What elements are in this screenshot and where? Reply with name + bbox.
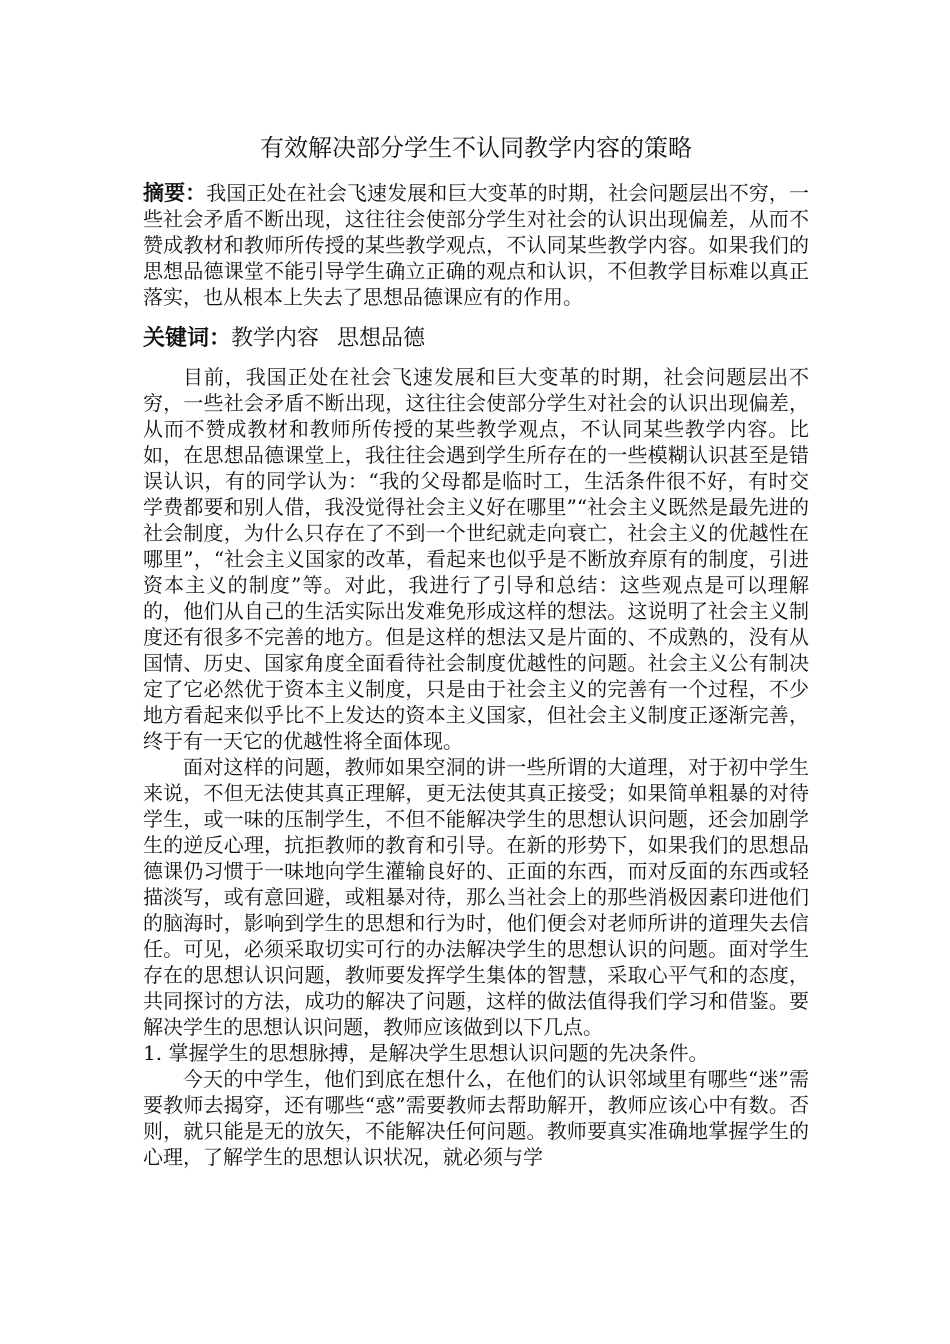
section-heading: 1. 掌握学生的思想脉搏，是解决学生思想认识问题的先决条件。 (143, 1041, 709, 1065)
abstract (143, 180, 809, 310)
keyword-item: 思想品德 (337, 326, 426, 351)
abstract-text: 我国正处在社会飞速发展和巨大变革的时期，社会问题层出不穷，一些社会矛盾不断出现，这往往会使部分学生对社会的认识出现偏差，从而不赞成教材和教师所传授的某些教学观点，不认同某些教学内容。如果我们的思想品德课堂不能引导学生确立正确的观点和认识，不但教学目标难以真正落实，也从根本上失去了思想品德课应有的作用。 (143, 181, 809, 309)
body-paragraph: 目前，我国正处在社会飞速发展和巨大变革的时期，社会问题层出不穷，一些社会矛盾不断出现，这往往会使部分学生对社会的认识出现偏差，从而不赞成教材和教师所传授的某些教学观点，不认同某些教学内容。比如，在思想品德课堂上，我往往会遇到学生所存在的一些模糊认识甚至是错误认识，有的同学认为：“我的父母都是临时工，生活条件很不好，有时交学费都要和别人借，我没觉得社会主义好在哪里”“社会主义既然是最先进的社会制度，为什么只存在了不到一个世纪就走向衰亡，社会主义的优越性在哪里”，“社会主义国家的改革，看起来也似乎是不断放弃原有的制度，引进资本主义的制度”等。对此，我进行了引导和总结：这些观点是可以理解的，他们从自己的生活实际出发难免形成这样的想法。这说明了社会主义制度还有很多不完善的地方。但是这样的想法又是片面的、不成熟的，没有从国情、历史、国家角度全面看待社会制度优越性的问题。社会主义公有制决定了它必然优于资本主义制度，只是由于社会主义的完善有一个过程，不少地方看起来似乎比不上发达的资本主义国家，但社会主义制度正逐渐完善，终于有一天它的优越性将全面体现。 (143, 365, 809, 753)
abstract-label: 摘要： (143, 181, 207, 205)
keyword-item: 教学内容 (231, 326, 320, 351)
body-paragraph: 面对这样的问题，教师如果空洞的讲一些所谓的大道理，对于初中学生来说，不但无法使其真正理解，更无法使其真正接受；如果简单粗暴的对待学生，或一味的压制学生，不但不能解决学生的思想认识问题，还会加剧学生的逆反心理，抗拒教师的教育和引导。在新的形势下，如果我们的思想品德课仍习惯于一味地向学生灌输良好的、正面的东西，而对反面的东西或轻描淡写，或有意回避，或粗暴对待，那么当社会上的那些消极因素印进他们的脑海时，影响到学生的思想和行为时，他们便会对老师所讲的道理失去信任。可见，必须采取切实可行的办法解决学生的思想认识的问题。面对学生存在的思想认识问题，教师要发挥学生集体的智慧，采取心平气和的态度，共同探讨的方法，成功的解决了问题，这样的做法值得我们学习和借鉴。要解决学生的思想认识问题，教师应该做到以下几点。 (143, 755, 809, 1039)
document-title: 有效解决部分学生不认同教学内容的策略 (260, 134, 692, 162)
document-page (143, 128, 809, 1170)
body-paragraph: 今天的中学生，他们到底在想什么，在他们的认识邻域里有哪些“迷”需要教师去揭穿，还有哪些“惑”需要教师去帮助解开，教师应该心中有数。否则，就只能是无的放矢，不能解决任何问题。教师要真实准确地掌握学生的心理，了解学生的思想认识状况，就必须与学 (143, 1067, 809, 1169)
keywords (143, 322, 809, 356)
keywords-label: 关键词： (143, 326, 232, 351)
